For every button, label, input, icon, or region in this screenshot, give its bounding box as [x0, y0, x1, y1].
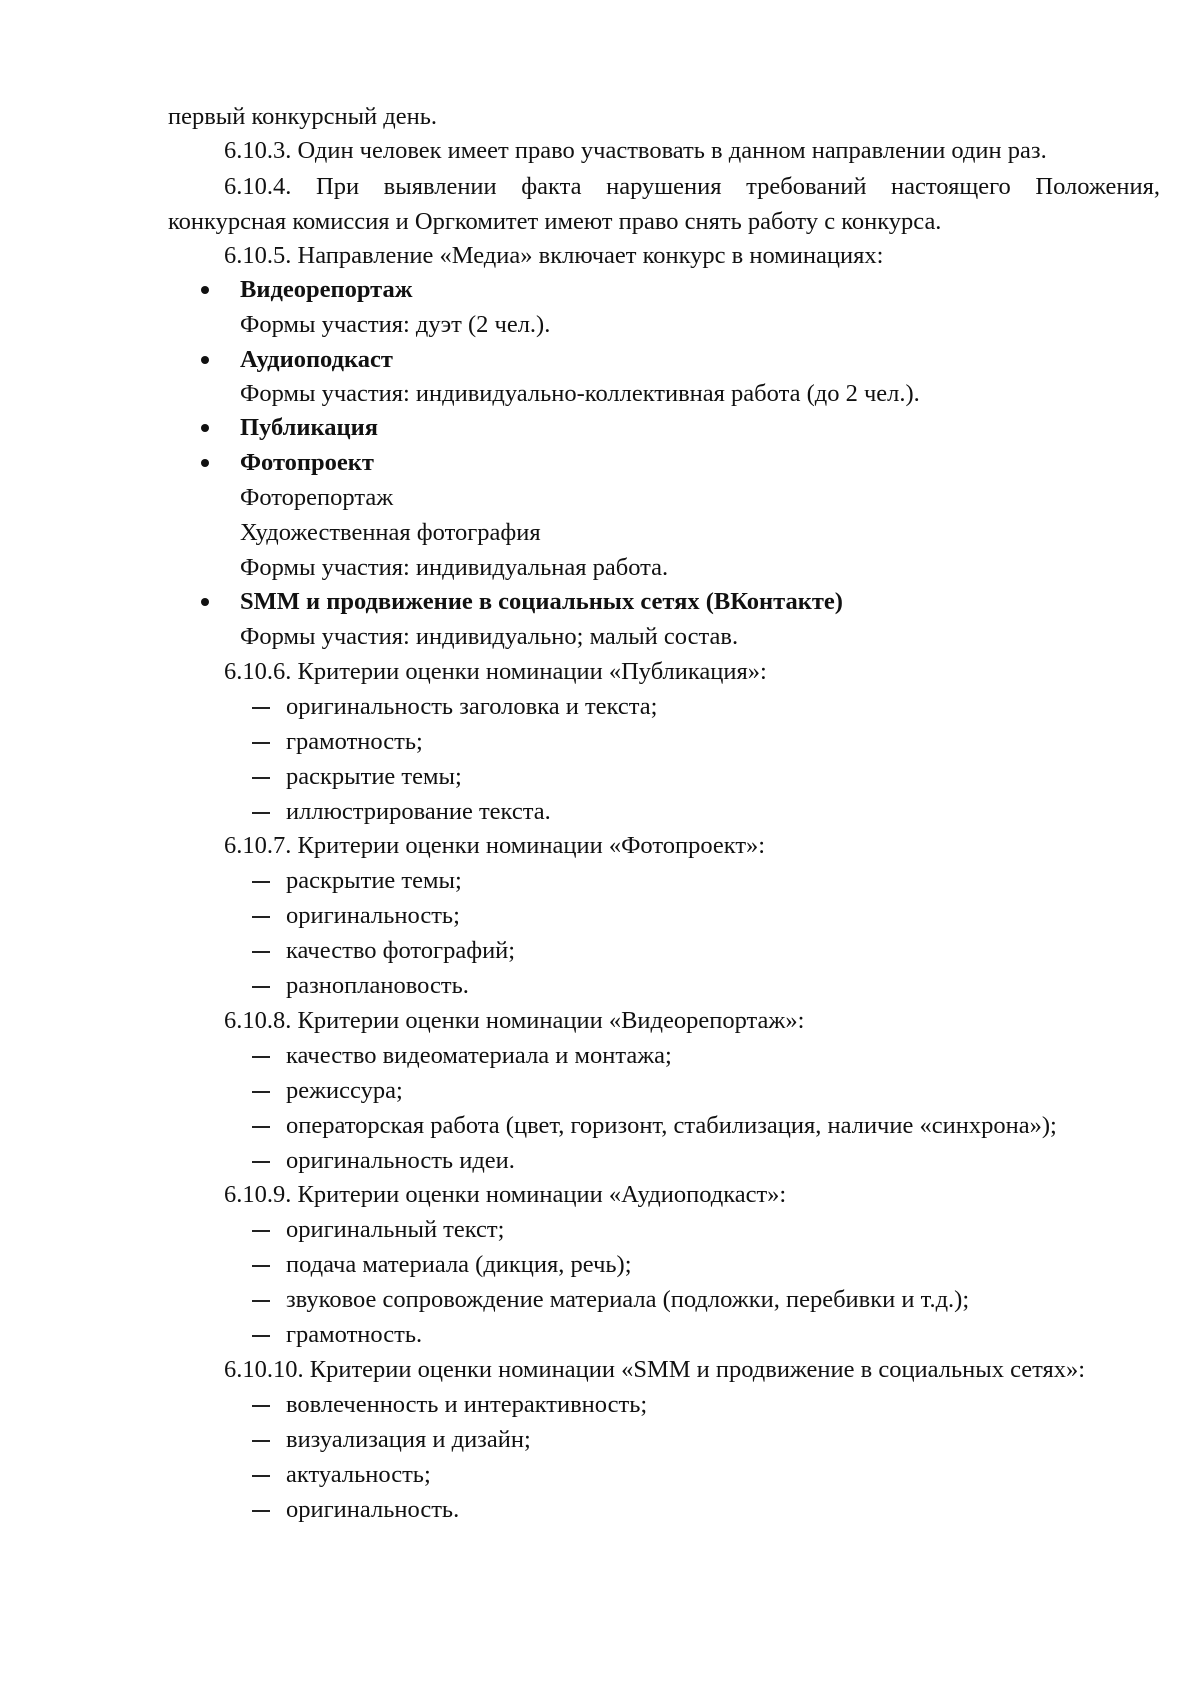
- nomination-detail: Фоторепортаж: [240, 484, 394, 511]
- nomination-detail: Формы участия: индивидуально-коллективная работа (до 2 чел.).: [240, 380, 920, 407]
- criteria-item: качество фотографий;: [286, 937, 516, 964]
- criteria-item: оригинальность.: [286, 1496, 460, 1523]
- dash-icon: [252, 951, 270, 953]
- bullet-icon: [201, 356, 209, 364]
- nomination-title: Видеорепортаж: [240, 276, 413, 303]
- criteria-item: режиссура;: [286, 1077, 403, 1104]
- nomination-title: Публикация: [240, 414, 378, 441]
- criteria-heading: 6.10.10. Критерии оценки номинации «SMM и продвижение в социальных сетях»:: [224, 1356, 1086, 1383]
- criteria-item: звуковое сопровождение материала (подложки, перебивки и т.д.);: [286, 1286, 970, 1313]
- criteria-item: оригинальность идеи.: [286, 1147, 515, 1174]
- dash-icon: [252, 1056, 270, 1058]
- dash-icon: [252, 812, 270, 814]
- bullet-icon: [201, 286, 209, 294]
- nomination-title: Фотопроект: [240, 449, 374, 476]
- dash-icon: [252, 1475, 270, 1477]
- criteria-item: операторская работа (цвет, горизонт, стабилизация, наличие «синхрона»);: [286, 1112, 1057, 1139]
- criteria-heading: 6.10.7. Критерии оценки номинации «Фотопроект»:: [224, 832, 766, 859]
- bullet-icon: [201, 459, 209, 467]
- dash-icon: [252, 1405, 270, 1407]
- paragraph-6-10-3: 6.10.3. Один человек имеет право участвовать в данном направлении один раз.: [224, 137, 1047, 164]
- nomination-title: SMM и продвижение в социальных сетях (ВКонтакте): [240, 588, 843, 615]
- criteria-heading: 6.10.6. Критерии оценки номинации «Публикация»:: [224, 658, 767, 685]
- dash-icon: [252, 916, 270, 918]
- criteria-heading: 6.10.9. Критерии оценки номинации «Аудиоподкаст»:: [224, 1181, 787, 1208]
- criteria-item: раскрытие темы;: [286, 763, 462, 790]
- dash-icon: [252, 1091, 270, 1093]
- dash-icon: [252, 1230, 270, 1232]
- nomination-detail: Формы участия: дуэт (2 чел.).: [240, 311, 551, 338]
- criteria-item: разноплановость.: [286, 972, 469, 999]
- dash-icon: [252, 777, 270, 779]
- dash-icon: [252, 986, 270, 988]
- dash-icon: [252, 742, 270, 744]
- dash-icon: [252, 707, 270, 709]
- bullet-icon: [201, 424, 209, 432]
- paragraph-continuation: первый конкурсный день.: [168, 103, 438, 130]
- criteria-item: оригинальный текст;: [286, 1216, 505, 1243]
- dash-icon: [252, 1335, 270, 1337]
- criteria-item: оригинальность;: [286, 902, 460, 929]
- criteria-item: раскрытие темы;: [286, 867, 462, 894]
- dash-icon: [252, 1161, 270, 1163]
- nomination-detail: Художественная фотография: [240, 519, 541, 546]
- dash-icon: [252, 1440, 270, 1442]
- paragraph-6-10-4-line-2: конкурсная комиссия и Оргкомитет имеют право снять работу с конкурса.: [168, 208, 942, 235]
- bullet-icon: [201, 598, 209, 606]
- criteria-item: качество видеоматериала и монтажа;: [286, 1042, 672, 1069]
- criteria-item: иллюстрирование текста.: [286, 798, 551, 825]
- criteria-item: вовлеченность и интерактивность;: [286, 1391, 648, 1418]
- criteria-item: грамотность.: [286, 1321, 423, 1348]
- criteria-item: визуализация и дизайн;: [286, 1426, 531, 1453]
- criteria-item: грамотность;: [286, 728, 423, 755]
- dash-icon: [252, 1126, 270, 1128]
- nomination-detail: Формы участия: индивидуальная работа.: [240, 554, 669, 581]
- nomination-detail: Формы участия: индивидуально; малый состав.: [240, 623, 739, 650]
- criteria-item: подача материала (дикция, речь);: [286, 1251, 632, 1278]
- criteria-heading: 6.10.8. Критерии оценки номинации «Видеорепортаж»:: [224, 1007, 805, 1034]
- paragraph-6-10-5: 6.10.5. Направление «Медиа» включает конкурс в номинациях:: [224, 242, 884, 269]
- dash-icon: [252, 1510, 270, 1512]
- criteria-item: оригинальность заголовка и текста;: [286, 693, 658, 720]
- dash-icon: [252, 881, 270, 883]
- paragraph-6-10-4-line-1: 6.10.4. При выявлении факта нарушения требований настоящего Положения,: [224, 173, 1160, 200]
- dash-icon: [252, 1265, 270, 1267]
- dash-icon: [252, 1300, 270, 1302]
- criteria-item: актуальность;: [286, 1461, 431, 1488]
- nomination-title: Аудиоподкаст: [240, 346, 393, 373]
